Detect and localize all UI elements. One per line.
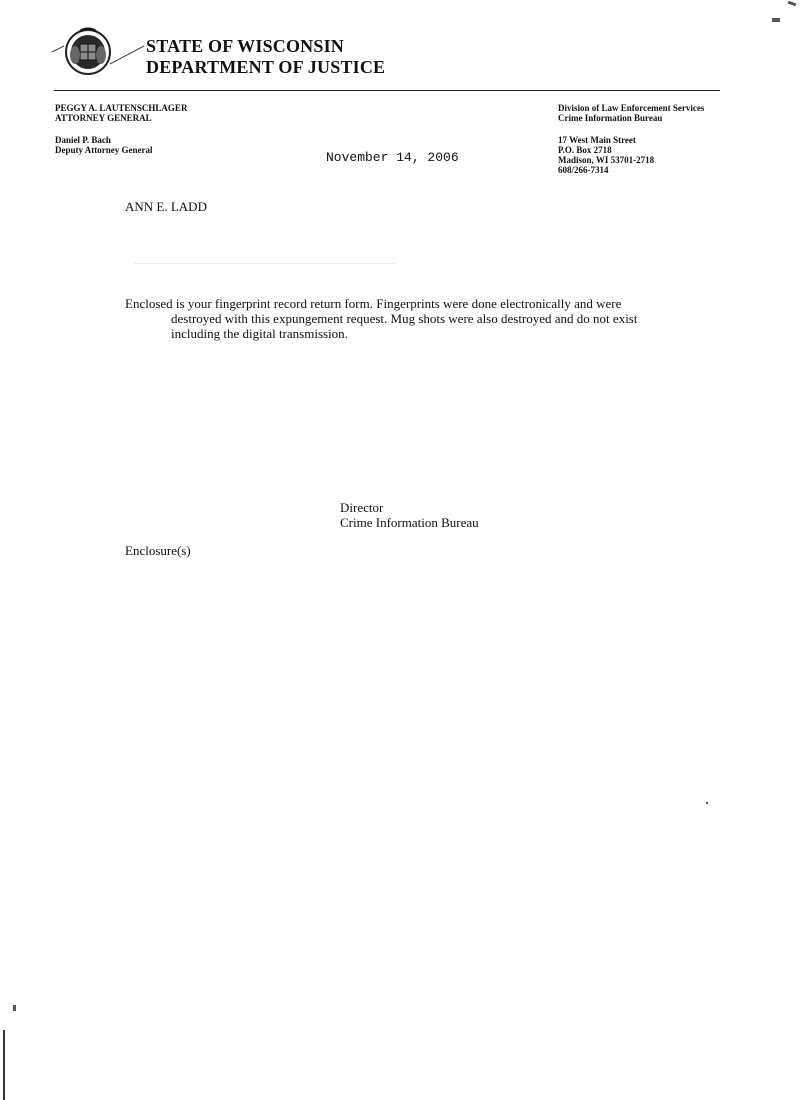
street-address: 17 West Main Street [558,135,636,145]
state-name: STATE OF WISCONSIN [146,36,344,56]
state-seal-logo [50,22,145,84]
signoff-title: Director [340,500,384,515]
deputy-title: Deputy Attorney General [55,145,153,155]
city-state-zip: Madison, WI 53701-2718 [558,155,655,165]
attorney-general-name: PEGGY A. LAUTENSCHLAGER [55,103,188,113]
scan-speck [772,18,780,22]
body-line: destroyed with this expungement request. Mug shots were also destroyed and do not exist [171,311,638,326]
addressee: ANN E. LADD [125,199,207,214]
body-line: Enclosed is your fingerprint record return form. Fingerprints were done electronically and were [125,296,622,311]
attorney-general-title: ATTORNEY GENERAL [55,113,152,123]
header-rule [54,90,720,91]
scan-speck [13,1005,16,1011]
scan-speck [788,1,797,7]
body-line: including the digital transmission. [171,326,348,341]
department-name: DEPARTMENT OF JUSTICE [146,57,386,77]
letter-date: November 14, 2006 [326,150,459,165]
scan-speck [706,802,708,804]
enclosure-note: Enclosure(s) [125,543,191,558]
deputy-name: Daniel P. Bach [55,135,111,145]
scan-edge-line [3,1030,5,1100]
division-name: Division of Law Enforcement Services [558,103,705,113]
letter-body [125,296,685,341]
officials-block [55,103,187,155]
po-box: P.O. Box 2718 [558,145,612,155]
phone-number: 608/266-7314 [558,165,609,175]
signoff-bureau: Crime Information Bureau [340,515,479,530]
signoff-block [340,500,479,530]
letterhead-title [146,36,385,78]
faint-redaction-mark [135,263,395,264]
division-address-block [558,103,704,175]
bureau-name: Crime Information Bureau [558,113,663,123]
